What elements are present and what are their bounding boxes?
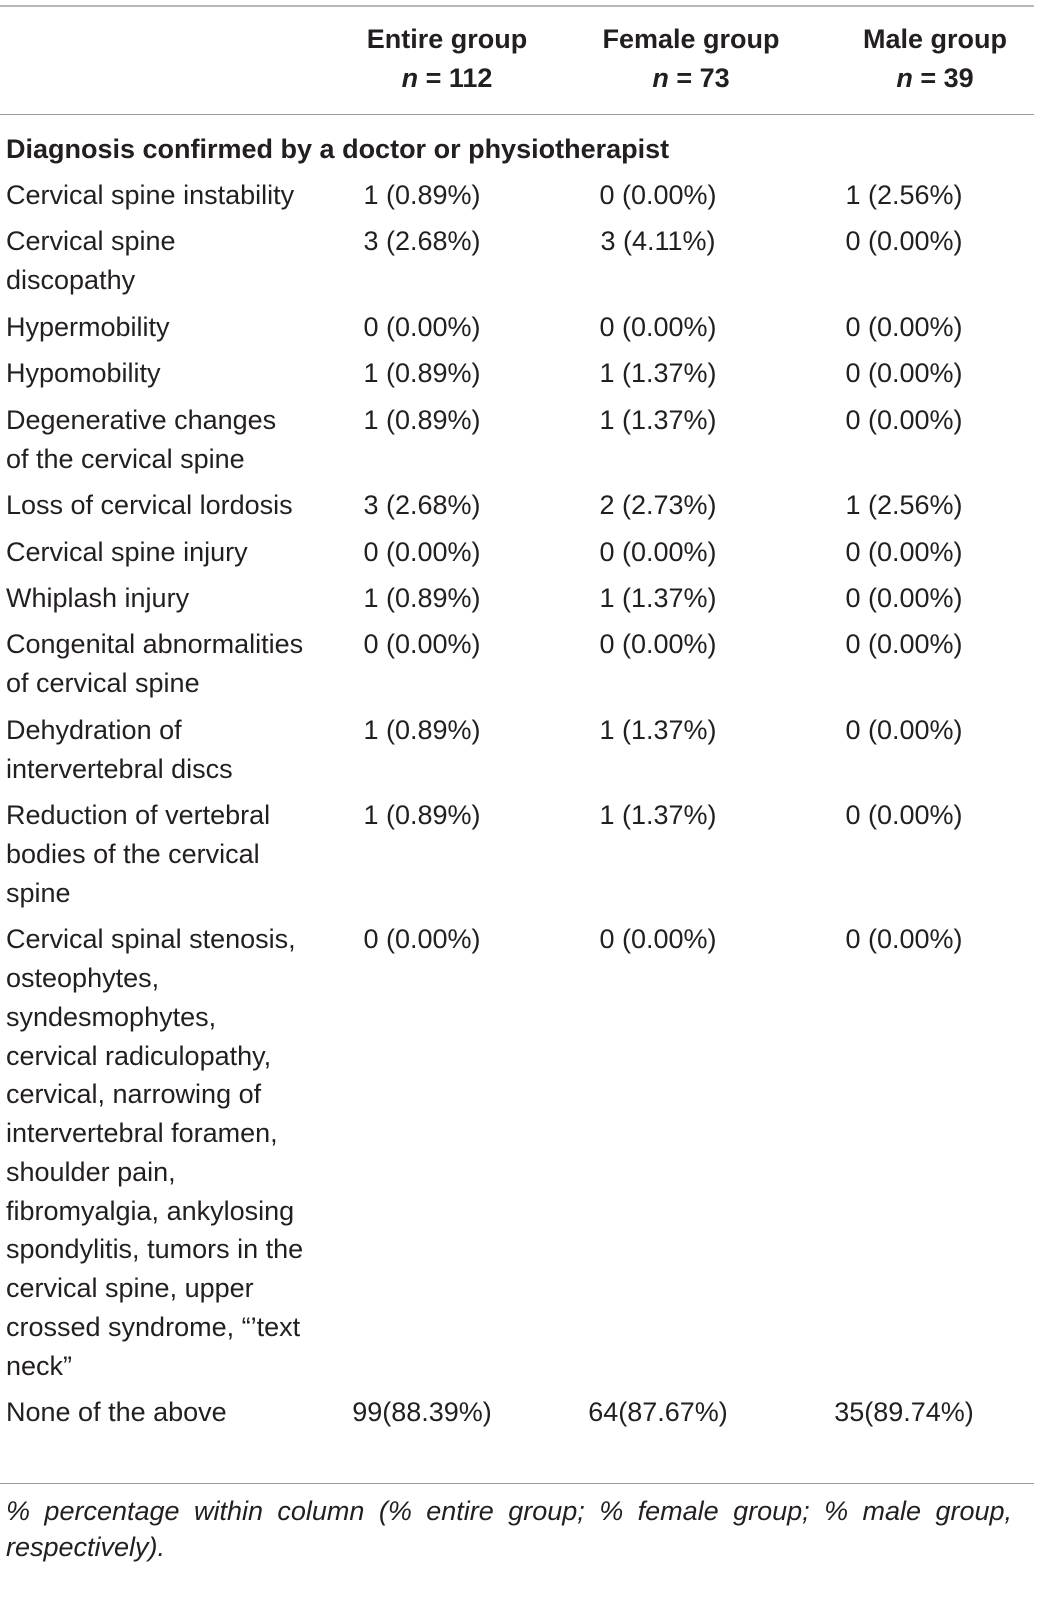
row-label: Cervical spine instability [6, 180, 295, 210]
row-label: Cervical spine injury [6, 536, 248, 567]
table-row [0, 222, 1040, 300]
top-rule [0, 5, 1034, 7]
cell-entire-group: 0 (0.00%) [363, 536, 481, 567]
header-male-n: n = 39 [896, 63, 974, 93]
cell-male-group: 0 (0.00%) [845, 714, 963, 745]
cell-entire-group: 3 (2.68%) [363, 226, 481, 257]
cell-entire-group: 1 (0.89%) [363, 404, 481, 435]
row-label: Congenital abnormalities of cervical spine [6, 629, 304, 699]
header-male-title: Male group [862, 24, 1007, 54]
cell-female-group: 0 (0.00%) [599, 180, 717, 210]
table-row [0, 920, 1040, 1386]
header-female-title: Female group [602, 24, 780, 54]
header-rule [0, 114, 1034, 115]
cell-entire-group: 1 (0.89%) [363, 358, 481, 389]
header-entire-group [340, 20, 554, 98]
cell-entire-group: 1 (0.89%) [363, 714, 481, 745]
row-label: Dehydration of intervertebral discs [6, 714, 233, 784]
cell-female-group: 0 (0.00%) [599, 924, 717, 955]
cell-male-group: 0 (0.00%) [845, 311, 963, 342]
cell-entire-group: 1 (0.89%) [363, 582, 481, 613]
table-row [0, 796, 1040, 912]
row-label: Cervical spinal stenosis, osteophytes, syndesmophytes, cervical radiculopathy, cervical, narrowing of intervertebral foramen, shoulder pain, fibromyalgia, ankylosing spondylitis, tumors in the cervical spine, upper crossed syndrome, “’text neck” [6, 924, 304, 1381]
row-label: Reduction of vertebral bodies of the cervical spine [6, 800, 271, 908]
cell-entire-group: 0 (0.00%) [363, 924, 481, 955]
cell-entire-group: 99(88.39%) [352, 1397, 492, 1428]
cell-male-group: 0 (0.00%) [845, 629, 963, 660]
table-row [0, 711, 1040, 789]
table-row [0, 625, 1040, 703]
table-row [0, 308, 1040, 347]
cell-female-group: 1 (1.37%) [599, 582, 717, 613]
row-label: Whiplash injury [6, 582, 190, 613]
table-row [0, 354, 1040, 393]
cell-male-group: 0 (0.00%) [845, 924, 963, 955]
section-title: Diagnosis confirmed by a doctor or physiotherapist [6, 134, 670, 164]
table-row [0, 486, 1040, 525]
cell-male-group: 1 (2.56%) [845, 490, 963, 521]
cell-entire-group: 1 (0.89%) [363, 800, 481, 831]
header-female-n: n = 73 [652, 63, 730, 93]
cell-male-group: 0 (0.00%) [845, 800, 963, 831]
cell-female-group: 1 (1.37%) [599, 404, 717, 435]
cell-female-group: 2 (2.73%) [599, 490, 717, 521]
cell-female-group: 3 (4.11%) [600, 226, 716, 257]
cell-male-group: 0 (0.00%) [845, 226, 963, 257]
cell-entire-group: 3 (2.68%) [363, 490, 481, 521]
cell-male-group: 0 (0.00%) [845, 582, 963, 613]
row-label: None of the above [6, 1397, 227, 1428]
row-label: Hypomobility [6, 358, 161, 389]
cell-male-group: 0 (0.00%) [845, 404, 963, 435]
table-row [0, 176, 1040, 215]
cell-female-group: 1 (1.37%) [599, 714, 717, 745]
header-female-group [584, 20, 798, 98]
cell-male-group: 0 (0.00%) [845, 358, 963, 389]
cell-male-group: 35(89.74%) [834, 1397, 974, 1428]
cell-entire-group: 1 (0.89%) [363, 180, 481, 210]
table-row [0, 533, 1040, 572]
cell-female-group: 1 (1.37%) [599, 800, 717, 831]
footnote: % percentage within column (% entire group; % female group; % male group, respectively). [6, 1496, 1012, 1562]
cell-entire-group: 0 (0.00%) [363, 311, 481, 342]
cell-male-group: 0 (0.00%) [845, 536, 963, 567]
cell-female-group: 0 (0.00%) [599, 629, 717, 660]
row-label: Degenerative changes of the cervical spine [6, 404, 277, 474]
cell-female-group: 0 (0.00%) [599, 311, 717, 342]
table-row [0, 579, 1040, 618]
table-body [0, 176, 1040, 1440]
cell-entire-group: 0 (0.00%) [363, 629, 481, 660]
cell-female-group: 0 (0.00%) [599, 536, 717, 567]
table-row [0, 401, 1040, 479]
row-label: Cervical spine discopathy [6, 226, 176, 296]
header-male-group [830, 20, 1040, 98]
header-entire-n: n = 112 [401, 63, 493, 93]
cell-male-group: 1 (2.56%) [845, 180, 963, 210]
header-entire-title: Entire group [366, 24, 528, 54]
cell-female-group: 1 (1.37%) [599, 358, 717, 389]
table-row [0, 1393, 1040, 1432]
cell-female-group: 64(87.67%) [588, 1397, 728, 1428]
row-label: Hypermobility [6, 311, 170, 342]
bottom-rule [0, 1483, 1034, 1484]
row-label: Loss of cervical lordosis [6, 490, 293, 521]
